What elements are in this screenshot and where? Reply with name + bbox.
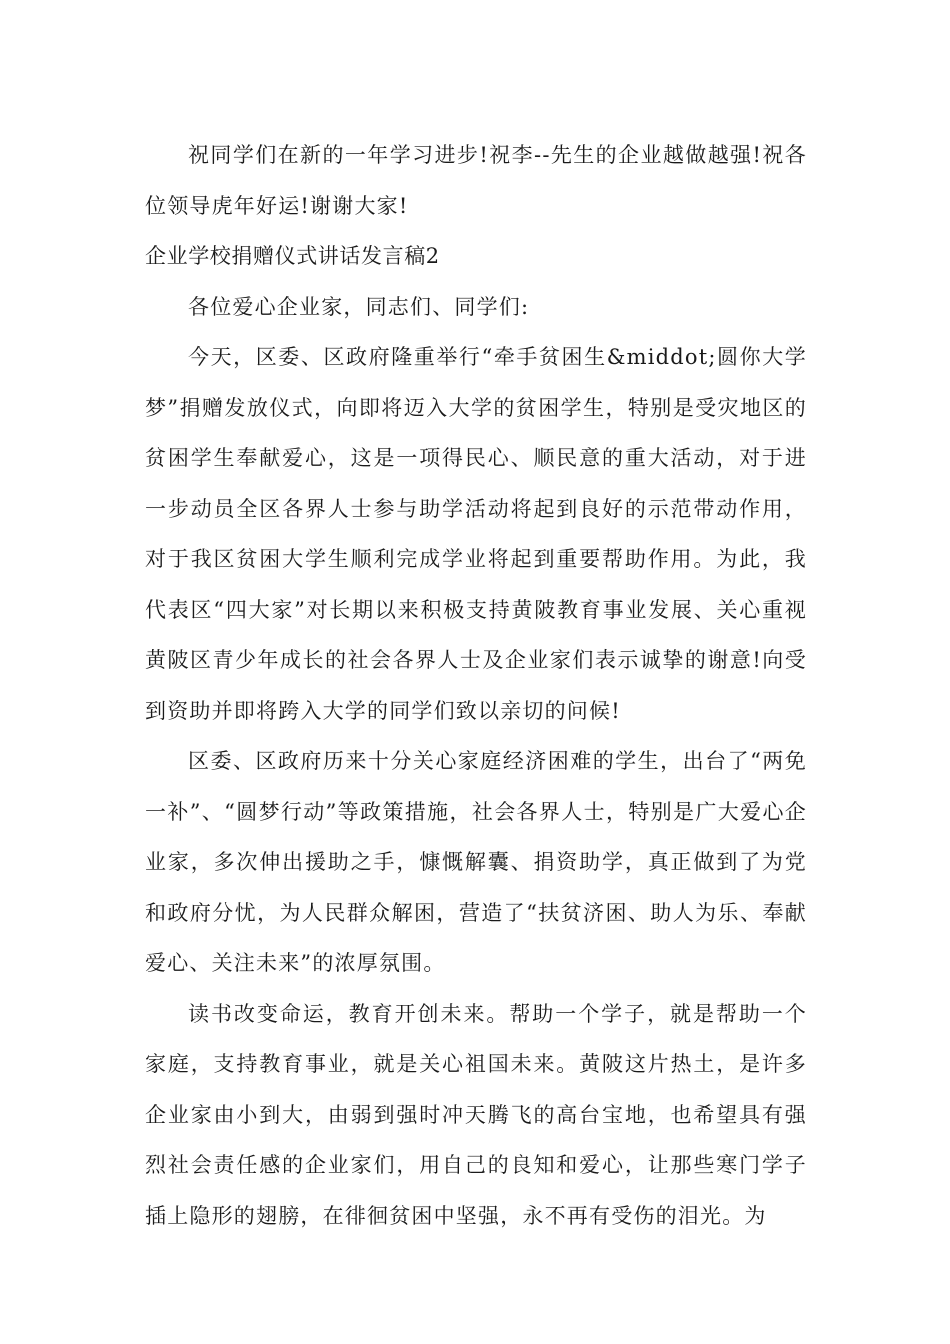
closing-wishes-paragraph: 祝同学们在新的一年学习进步!祝李--先生的企业越做越强!祝各位领导虎年好运!谢谢大家!: [145, 143, 807, 218]
salutation-paragraph: 各位爱心企业家，同志们、同学们:: [188, 294, 530, 319]
speech-title: 企业学校捐赠仪式讲话发言稿2: [145, 244, 440, 268]
document-body: [145, 130, 807, 1241]
policy-paragraph: 区委、区政府历来十分关心家庭经济困难的学生，出台了“两免一补”、“圆梦行动”等政策措施，社会各界人士，特别是广大爱心企业家，多次伸出援助之手，慷慨解囊、捐资助学，真正做到了为党和政府分忧，为人民群众解困，营造了“扶贫济困、助人为乐、奉献爱心、关注未来”的浓厚氛围。: [145, 749, 807, 975]
education-paragraph: 读书改变命运，教育开创未来。帮助一个学子，就是帮助一个家庭，支持教育事业，就是关心祖国未来。黄陂这片热土，是许多企业家由小到大，由弱到强时冲天腾飞的高台宝地，也希望具有强烈社会责任感的企业家们，用自己的良知和爱心，让那些寒门学子插上隐形的翅膀，在徘徊贫困中坚强，永不再有受伤的泪光。为: [145, 1001, 807, 1228]
opening-paragraph: 今天，区委、区政府隆重举行“牵手贫困生&middot;圆你大学梦”捐赠发放仪式，向即将迈入大学的贫困学生，特别是受灾地区的贫困学生奉献爱心，这是一项得民心、顺民意的重大活动，对于进一步动员全区各界人士参与助学活动将起到良好的示范带动作用，对于我区贫困大学生顺利完成学业将起到重要帮助作用。为此，我代表区“四大家”对长期以来积极支持黄陂教育事业发展、关心重视黄陂区青少年成长的社会各界人士及企业家们表示诚挚的谢意!向受到资助并即将跨入大学的同学们致以亲切的问候!: [145, 345, 807, 723]
